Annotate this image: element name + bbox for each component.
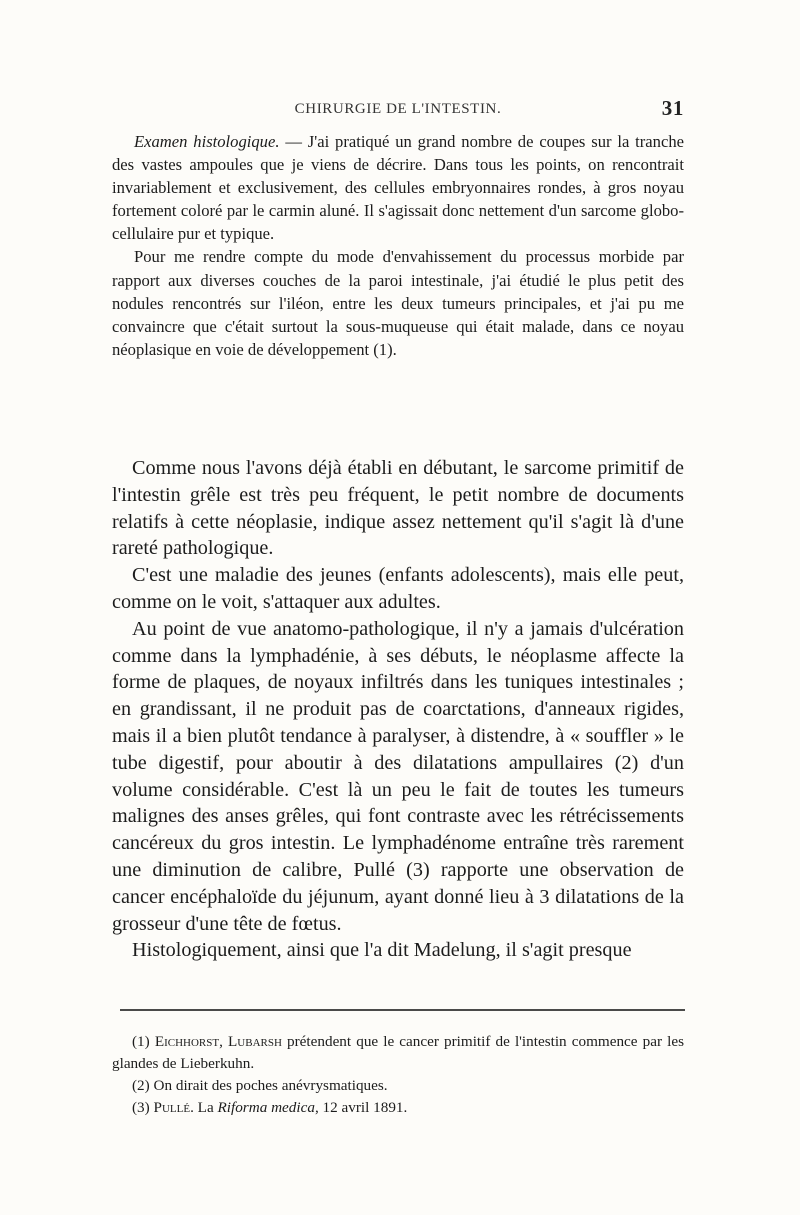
footnote-3-author: Pullé: [153, 1099, 191, 1116]
footnote-3-journal: Riforma medica: [217, 1099, 315, 1116]
footnote-3-mid: . La: [190, 1099, 218, 1116]
page-number: 31: [661, 96, 684, 120]
footnotes: [112, 1031, 684, 1119]
footnote-1: [112, 1031, 684, 1075]
page-header: [112, 96, 684, 124]
discussion-paragraph-2: C'est une maladie des jeunes (enfants adolescents), mais elle peut, comme on le voit, s'attaquer aux adultes.: [112, 564, 684, 613]
footnote-2: (2) On dirait des poches anévrysmatiques.: [132, 1077, 388, 1094]
discussion-paragraph-4: Histologiquement, ainsi que l'a dit Madelung, il s'agit presque: [132, 939, 632, 962]
histology-text: — J'ai pratiqué un grand nombre de coupes sur la tranche des vastes ampoules que je viens de décrire. Dans tous les points, on rencontrait invariablement et exclusivement, des cellules embryonnaires rondes, à gros noyau fortement coloré par le carmin aluné. Il s'agissait donc nettement d'un sarcome globo-cellulaire pur et typique.: [112, 132, 684, 244]
discussion-paragraph-1: Comme nous l'avons déjà établi en débutant, le sarcome primitif de l'intestin grêle est très peu fréquent, le petit nombre de documents relatifs à cette néoplasie, indique assez nettement qu'il s'agit là d'une rareté pathologique.: [112, 457, 684, 560]
footnote-1-author-1: Eichhorst: [154, 1033, 220, 1050]
discussion-paragraph-3: Au point de vue anatomo-pathologique, il n'y a jamais d'ulcération comme dans la lymphadénie, à ses débuts, le néoplasme affecte la forme de plaques, de noyaux infiltrés dans les tuniques intestinales ; en grandissant, il ne produit pas de coarctations, d'anneaux rigides, mais il a bien plutôt tendance à paralyser, à distendre, à « souffler » le tube digestif, pour aboutir à des dilatations ampullaires (2) d'un volume considérable. C'est là un peu le fait de toutes les tumeurs malignes des anses grêles, qui font contraste avec les rétrécissements cancéreux du gros intestin. Le lymphadénome entraîne très rarement une diminution de calibre, Pullé (3) rapporte une observation de cancer encéphaloïde du jéjunum, ayant donné lieu à 3 dilatations de la grosseur d'une tête de fœtus.: [112, 617, 684, 935]
footnote-1-number: (1): [132, 1033, 155, 1050]
footnote-3-end: , 12 avril 1891.: [314, 1099, 408, 1116]
invasion-paragraph: Pour me rendre compte du mode d'envahissement du processus morbide par rapport aux diverses couches de la paroi intestinale, j'ai étudié le plus petit des nodules rencontrés sur l'iléon, entre les deux tumeurs principales, et j'ai pu me convaincre que c'était surtout la sous-muqueuse qui était malade, dans ce noyau néoplasique en voie de développement (1).: [112, 247, 684, 359]
section-label: Examen histologique.: [134, 132, 280, 151]
footnote-3-number: (3): [132, 1099, 154, 1116]
running-title: CHIRURGIE DE L'INTESTIN.: [294, 101, 502, 117]
histology-paragraph: [112, 130, 684, 245]
discussion-section: [112, 455, 684, 964]
case-report-section: [112, 130, 684, 361]
footnote-3: [112, 1097, 684, 1119]
footnote-divider: [120, 1009, 685, 1011]
footnote-1-separator: ,: [219, 1033, 229, 1050]
footnote-1-text: prétendent que le cancer primitif de l'intestin commence par les glandes de Lieberkuhn.: [112, 1033, 684, 1072]
footnote-1-author-2: Lubarsh: [228, 1033, 282, 1050]
